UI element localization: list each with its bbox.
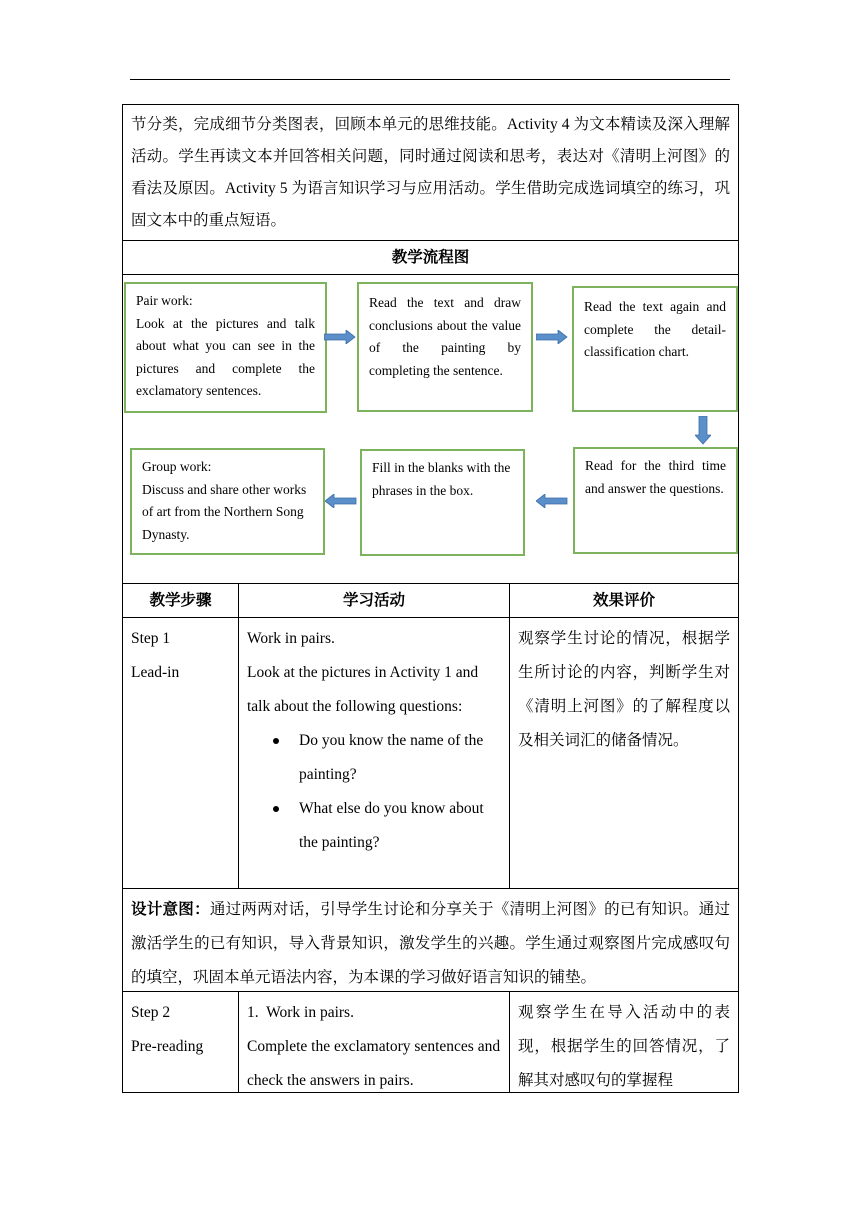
flow-box-fill-blanks-text: Fill in the blanks with the phrases in the box.	[372, 460, 511, 498]
table-header-step	[122, 583, 239, 618]
step1-step-label: Step 1	[131, 630, 171, 647]
flow-box-read-again-text: Read the text again and complete the detail-classification chart.	[584, 299, 726, 359]
flow-box-third-time	[573, 447, 738, 554]
flow-box-third-time-text: Read for the third time and answer the questions.	[585, 458, 726, 496]
header-rule	[130, 79, 730, 80]
flow-box-fill-blanks	[360, 449, 525, 556]
arrow-right-1-icon	[324, 330, 356, 344]
list-item	[299, 724, 501, 792]
step1-evaluation-text: 观察学生讨论的情况，根据学生所讨论的内容，判断学生对《清明上河图》的了解程度以及相关词汇的储备情况。	[518, 630, 730, 749]
flow-box-read-conclusions	[357, 282, 533, 412]
design-intent-text: 通过两两对话，引导学生讨论和分享关于《清明上河图》的已有知识。通过激活学生的已有知识，导入背景知识，激发学生的兴趣。学生通过观察图片完成感叹句的填空，巩固本单元语法内容，为本课的学习做好语言知识的铺垫。	[131, 901, 730, 986]
step2-step-label: Step 2	[131, 1004, 171, 1021]
intro-cell	[122, 104, 739, 241]
flowchart-title-text: 教学流程图	[391, 249, 470, 266]
step1-activity-cell	[238, 617, 510, 889]
step2-step-name: Pre-reading	[131, 1038, 204, 1055]
step2-evaluation-text: 观察学生在导入活动中的表现，根据学生的回答情况，了解其对感叹句的掌握程	[518, 1004, 730, 1089]
step2-activity-cell	[238, 991, 510, 1093]
table-header-evaluation	[509, 583, 739, 618]
flow-box-group-work	[130, 448, 325, 555]
flow-box-pair-work-text: Look at the pictures and talk about what you can see in the pictures and complete the exclamatory sentences.	[136, 315, 315, 398]
step2-step-cell	[122, 991, 239, 1093]
list-item	[299, 792, 501, 860]
flow-box-read-again	[572, 286, 738, 412]
flowchart-title	[122, 240, 739, 275]
design-intent-label: 设计意图：	[131, 901, 210, 918]
step1-question-list	[247, 724, 501, 860]
flow-box-group-work-text: Discuss and share other works of art from the Northern Song Dynasty.	[142, 481, 307, 542]
arrow-right-2-icon	[536, 330, 568, 344]
design-intent-cell	[122, 888, 739, 992]
step2-activity-line2: Complete the exclamatory sentences and check the answers in pairs.	[247, 1038, 501, 1089]
flow-box-read-conclusions-text: Read the text and draw conclusions about the value of the painting by completing the sentence.	[369, 295, 521, 378]
table-header-step-text: 教学步骤	[149, 592, 212, 609]
step2-activity-line1: 1. Work in pairs.	[247, 1004, 354, 1021]
table-header-evaluation-text: 效果评价	[592, 592, 655, 609]
arrow-down-icon	[695, 416, 711, 445]
table-header-activity-text: 学习活动	[342, 592, 405, 609]
step1-step-cell	[122, 617, 239, 889]
intro-text: 节分类，完成细节分类图表，回顾本单元的思维技能。Activity 4 为文本精读及深入理解活动。学生再读文本并回答相关问题，同时通过阅读和思考，表达对《清明上河图》的看法及原因。Activity 5 为语言知识学习与应用活动。学生借助完成选词填空的练习，巩固文本中的重点短语。	[131, 116, 730, 229]
step1-question-1: Do you know the name of the painting?	[299, 732, 484, 783]
step1-step-name: Lead-in	[131, 664, 180, 681]
step1-activity-line2: Look at the pictures in Activity 1 and talk about the following questions:	[247, 664, 479, 715]
step1-activity-line1: Work in pairs.	[247, 630, 335, 647]
flow-box-pair-work-label: Pair work:	[136, 293, 193, 308]
arrow-left-2-icon	[325, 494, 357, 508]
step1-evaluation-cell	[509, 617, 739, 889]
step1-question-2: What else do you know about the painting?	[299, 800, 484, 851]
flow-box-pair-work	[124, 282, 327, 413]
step2-evaluation-cell	[509, 991, 739, 1093]
arrow-left-1-icon	[536, 494, 568, 508]
table-header-activity	[238, 583, 510, 618]
flow-box-group-work-label: Group work:	[142, 459, 212, 474]
